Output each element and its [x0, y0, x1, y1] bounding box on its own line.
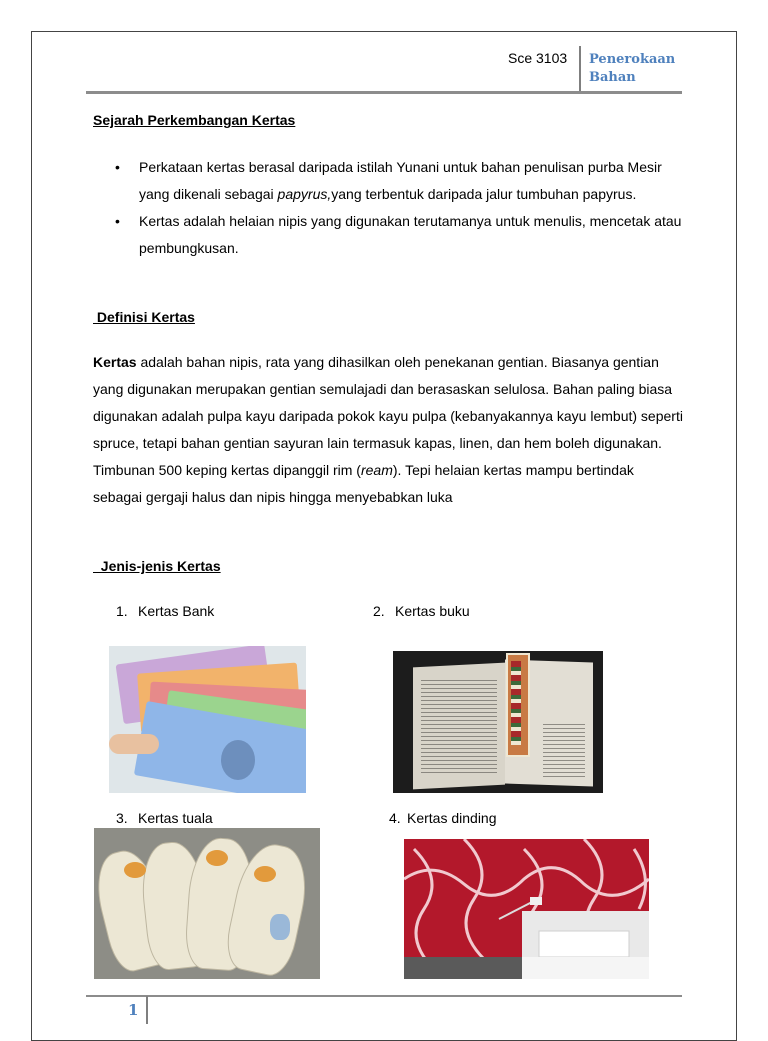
bullet-text: yang terbentuk daripada jalur tumbuhan papyrus.	[331, 186, 637, 202]
definition-text: ). Tepi helaian kertas mampu bertindak sebagai gergaji halus dan nipis hingga menyebabkan luka	[93, 462, 634, 505]
bullet-text: Kertas adalah helaian nipis yang digunakan terutamanya untuk menulis, mencetak atau pembungkusan.	[139, 213, 682, 256]
page-number: 1	[128, 1001, 139, 1019]
definition-paragraph	[93, 349, 683, 511]
header-rule	[86, 91, 682, 94]
paper-type-label-buku	[373, 603, 470, 619]
definition-text: adalah bahan nipis, rata yang dihasilkan oleh penekanan gentian. Biasanya gentian yang digunakan merupakan gentian semulajadi dan berasaskan selulosa. Bahan paling biasa digunakan adalah pulpa kayu daripada pokok kayu pulpa (kebanyakannya kayu lembut) seperti spruce, tetapi bahan gentian sayuran lain termasuk kapas, linen, dan hem boleh digunakan. Timbunan 500 keping kertas dipanggil rim (	[93, 354, 683, 478]
list-number: 3.	[116, 810, 128, 826]
header-title: Penerokaan Bahan	[589, 52, 676, 85]
list-label: Kertas dinding	[407, 810, 497, 826]
definition-lead-term: Kertas	[93, 354, 137, 370]
footer-rule	[86, 995, 682, 997]
bullet-dot-icon: •	[115, 213, 120, 229]
header-separator	[579, 46, 581, 91]
list-number: 4.	[389, 810, 401, 826]
bullet-dot-icon: •	[115, 159, 120, 175]
definition-italic-term: ream	[360, 462, 393, 478]
list-number: 1.	[116, 603, 128, 619]
book-image	[393, 651, 603, 793]
bullet-item	[93, 208, 683, 262]
bullet-italic-text: papyrus,	[277, 186, 332, 202]
bullet-text: Perkataan kertas berasal daripada istilah Yunani untuk bahan penulisan purba Mesir yang dikenali sebagai	[139, 159, 662, 202]
towel-paper-image	[94, 828, 320, 979]
list-label: Kertas tuala	[138, 810, 213, 826]
paper-type-label-dinding	[389, 810, 497, 826]
footer-separator	[146, 996, 148, 1024]
header-course-code: Sce 3103	[508, 50, 568, 66]
list-number: 2.	[373, 603, 385, 619]
list-label: Kertas buku	[395, 603, 470, 619]
heading-jenis: Jenis-jenis Kertas	[93, 558, 221, 574]
banknote-image	[109, 646, 306, 793]
list-label: Kertas Bank	[138, 603, 215, 619]
heading-definisi: Definisi Kertas	[93, 309, 195, 325]
paper-type-label-bank	[116, 603, 214, 619]
heading-sejarah: Sejarah Perkembangan Kertas	[93, 112, 296, 128]
wallpaper-pattern	[404, 839, 649, 979]
history-bullet-list	[93, 154, 683, 262]
wallpaper-image	[404, 839, 649, 979]
bullet-item	[93, 154, 683, 208]
paper-type-label-tuala	[116, 810, 213, 826]
